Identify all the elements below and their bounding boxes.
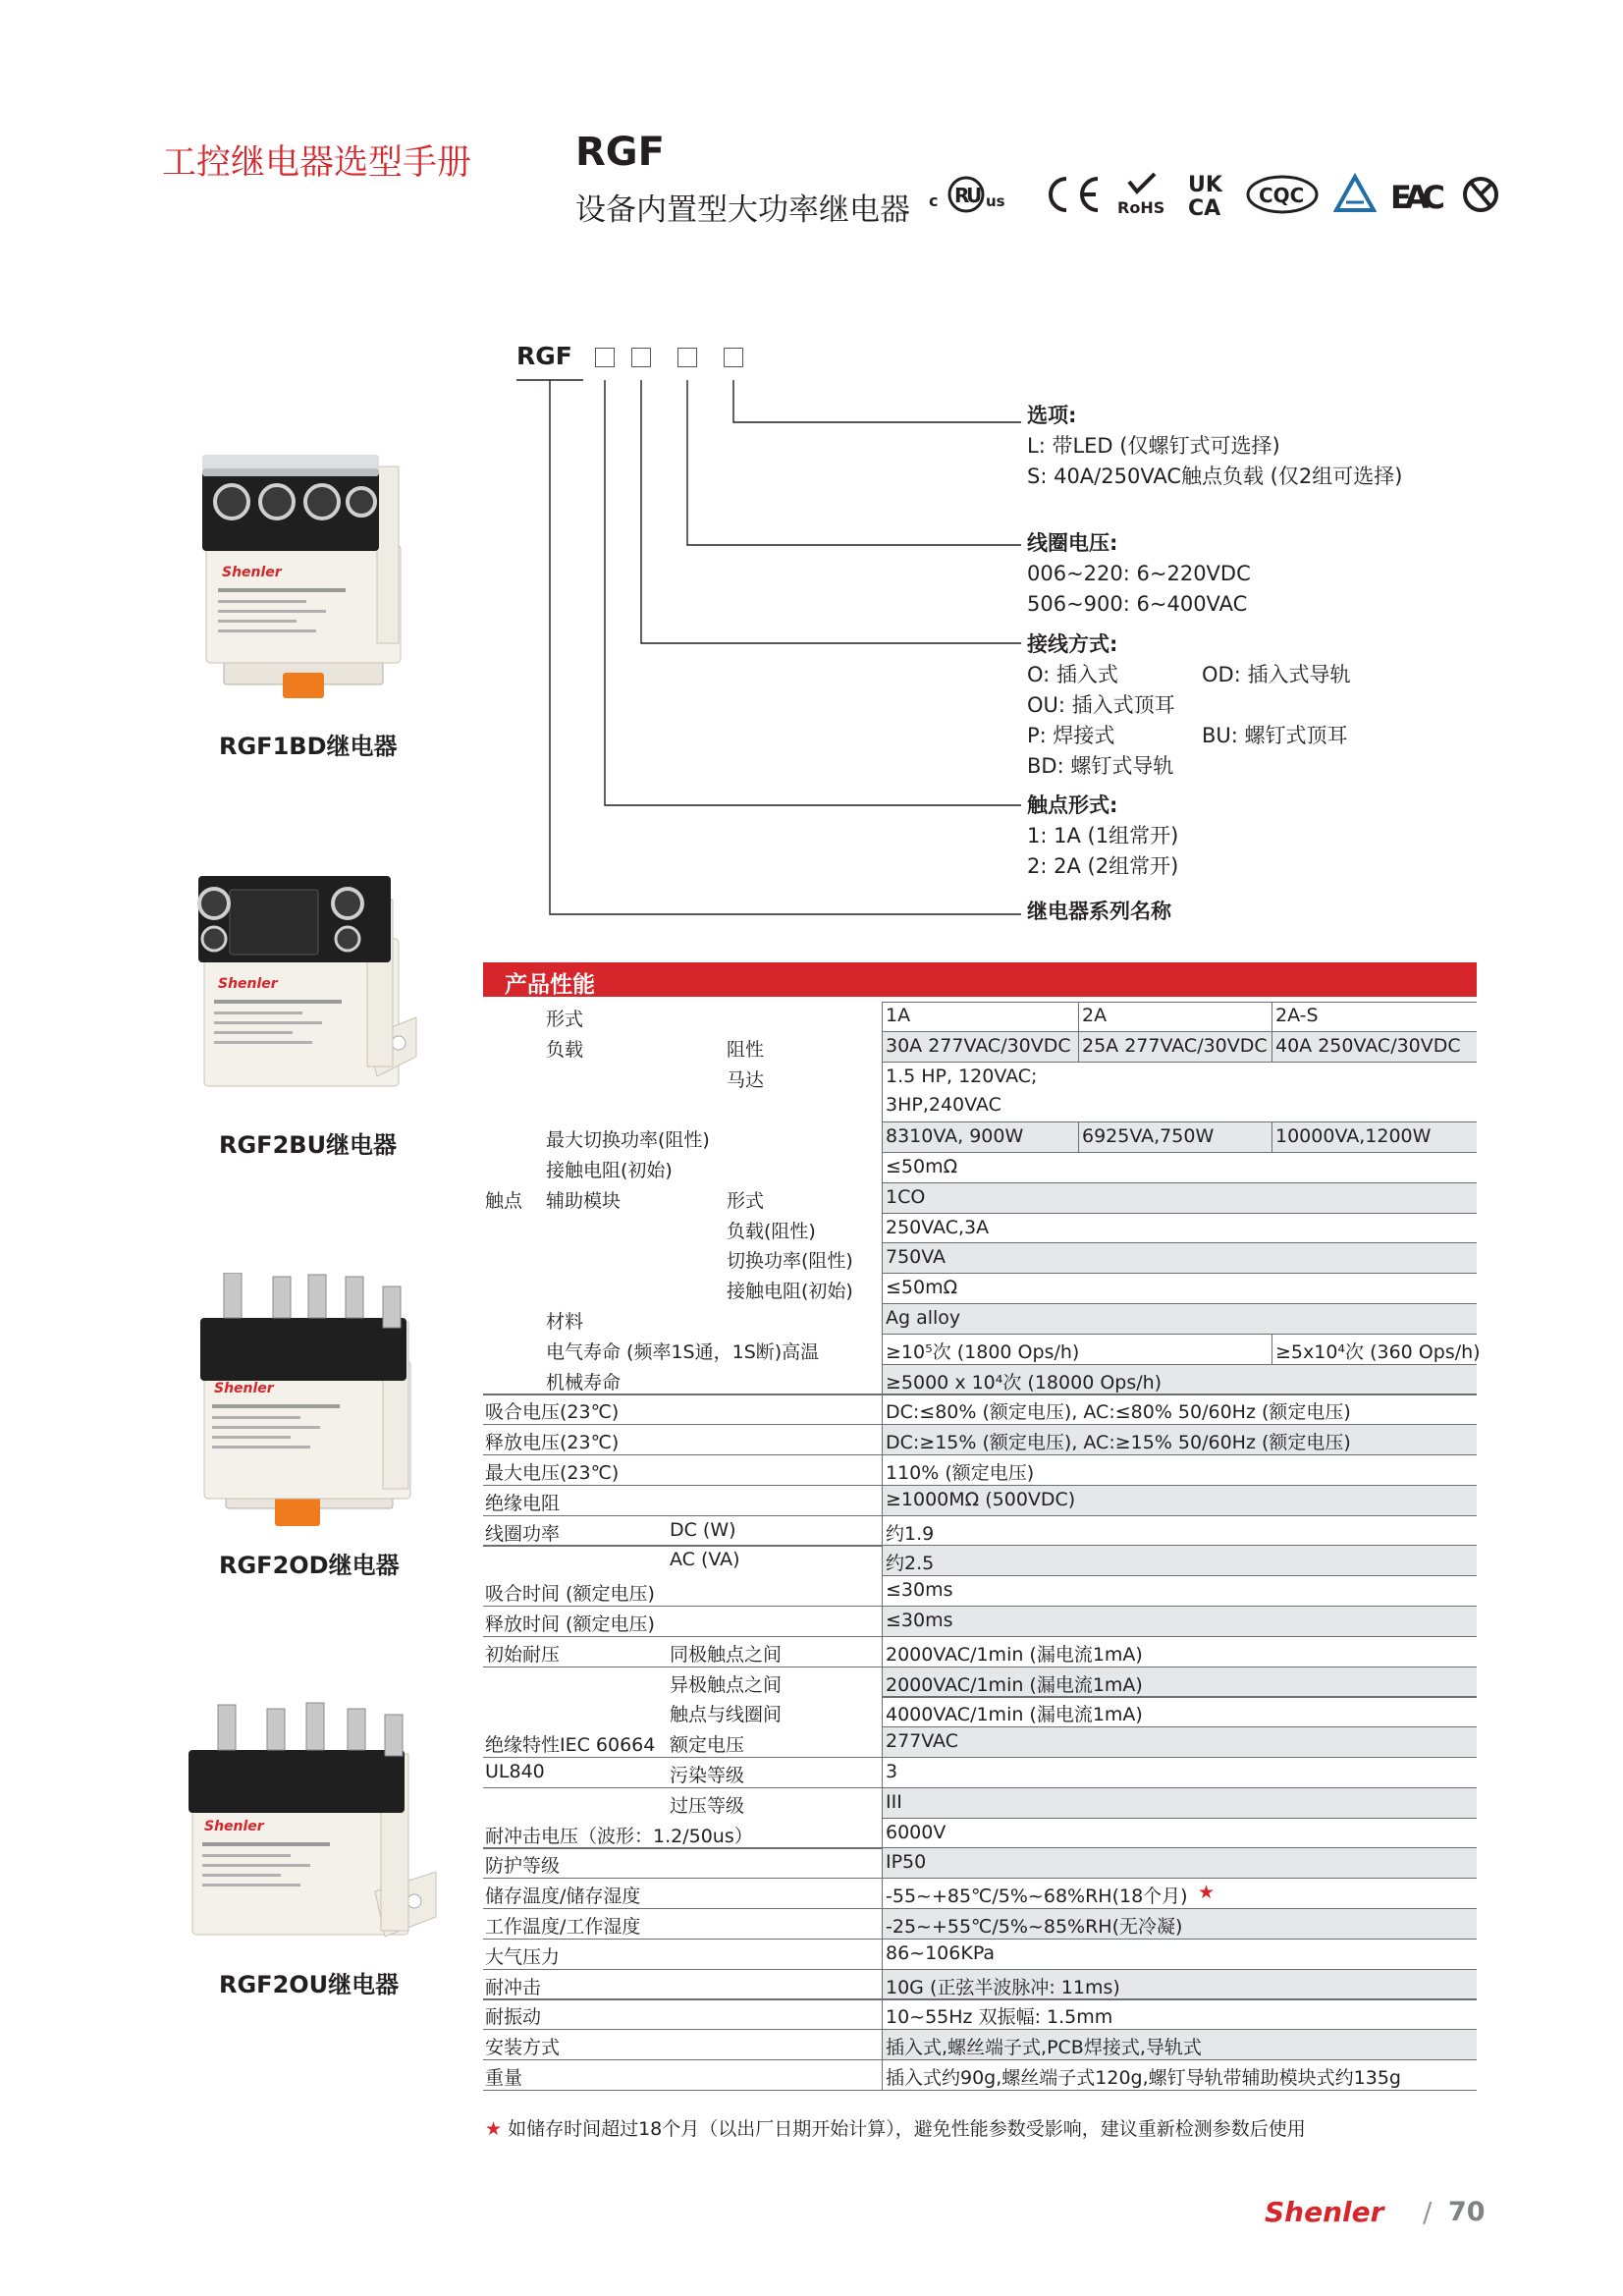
column-divider <box>882 1002 883 1032</box>
value-cell: ≤50mΩ <box>886 1156 958 1177</box>
column-divider <box>882 1304 883 1335</box>
product-caption: RGF2BU继电器 <box>219 1131 398 1159</box>
value-cell: ≥5x10⁴次 (360 Ops/h) <box>1275 1340 1481 1363</box>
row-label: 辅助模块 <box>546 1189 622 1212</box>
column-divider <box>882 1486 883 1516</box>
svg-text:R: R <box>954 184 970 207</box>
table-row <box>483 1546 1477 1576</box>
row-label: 大气压力 <box>485 1945 561 1968</box>
column-divider <box>882 1940 883 1970</box>
row-sublabel: 额定电压 <box>670 1734 745 1757</box>
footnote-text: 如储存时间超过18个月（以出厂日期开始计算），避免性能参数受影响，建议重新检测参数后使用 <box>508 2118 1306 2140</box>
row-label: 初始耐压 <box>485 1643 561 1666</box>
value-cell: 40A 250VAC/30VDC <box>1275 1034 1461 1057</box>
relay-brand-label: Shenler <box>222 565 282 580</box>
value-cell: 插入式约90g,螺丝端子式120g,螺钉导轨带辅助模块式约135g <box>886 2067 1401 2089</box>
footer-brand-logo: Shenler <box>1265 2196 1384 2228</box>
row-label: 材料 <box>546 1311 584 1333</box>
row-label: 绝缘电阻 <box>485 1492 561 1514</box>
column-divider <box>1078 1002 1079 1032</box>
value-cell: 3 <box>886 1761 898 1782</box>
value-cell: -55~+85℃/5%~68%RH(18个月) <box>886 1886 1188 1908</box>
value-cell: 110% (额定电压) <box>886 1462 1035 1484</box>
column-divider <box>882 1425 883 1455</box>
table-row <box>483 1819 1477 1849</box>
table-row <box>483 1940 1477 1970</box>
value-cell: 2000VAC/1min (漏电流1mA) <box>886 1673 1143 1696</box>
row-label: 吸合电压(23℃) <box>485 1401 620 1424</box>
column-divider <box>882 1909 883 1940</box>
tuv-icon <box>1333 173 1377 216</box>
code-box-option <box>724 348 743 367</box>
page-number: 70 <box>1448 2197 1486 2227</box>
svg-text:us: us <box>986 192 1005 210</box>
row-sublabel: 触点与线圈间 <box>670 1704 783 1726</box>
performance-header <box>483 962 1477 997</box>
coil-voltage-title: 线圈电压: <box>1027 531 1118 555</box>
table-row <box>483 1214 1477 1244</box>
column-divider <box>1271 1032 1272 1063</box>
svg-text:CQC: CQC <box>1259 184 1305 207</box>
code-box-contact <box>595 348 615 367</box>
star-icon: ★ <box>485 2118 503 2140</box>
row-shade <box>882 1183 1477 1214</box>
table-row <box>483 1274 1477 1304</box>
column-divider <box>882 1999 883 2030</box>
table-row <box>483 1879 1477 1909</box>
contact-form-title: 触点形式: <box>1027 793 1118 817</box>
table-row <box>483 1667 1477 1698</box>
performance-table <box>483 1002 1481 2091</box>
row-shade <box>882 1788 1477 1819</box>
value-cell: III <box>886 1790 902 1813</box>
cqc-icon <box>1245 173 1320 216</box>
table-row <box>483 1002 1477 1032</box>
star-icon: ★ <box>1198 1882 1216 1904</box>
table-row <box>483 1848 1477 1879</box>
table-row <box>483 1516 1477 1547</box>
product-caption: RGF2OU继电器 <box>219 1971 400 1998</box>
coil-voltage-block <box>1027 528 1251 620</box>
value-cell: 750VA <box>886 1246 947 1269</box>
row-label: 吸合时间 (额定电压) <box>485 1583 655 1606</box>
row-label: 防护等级 <box>485 1855 561 1878</box>
row-shade <box>882 1727 1477 1758</box>
row-shade <box>882 1848 1477 1879</box>
row-label: UL840 <box>485 1761 545 1782</box>
value-cell: ≥10⁵次 (1800 Ops/h) <box>886 1340 1080 1363</box>
table-row <box>483 1697 1477 1727</box>
table-top-rule <box>882 1002 1477 1003</box>
model-title: RGF <box>575 130 665 175</box>
svg-text:U: U <box>966 184 983 207</box>
value-cell: 10000VA,1200W <box>1275 1125 1432 1148</box>
series-name: 继电器系列名称 <box>1027 900 1171 923</box>
row-label: 最大电压(23℃) <box>485 1462 620 1484</box>
rohs-icon <box>1115 170 1172 219</box>
table-row <box>483 1032 1477 1063</box>
value-cell: 约1.9 <box>886 1522 935 1545</box>
connection-title: 接线方式: <box>1027 632 1118 656</box>
table-row <box>483 1153 1477 1183</box>
value-cell: 25A 277VAC/30VDC <box>1082 1034 1268 1057</box>
row-label: 耐振动 <box>485 2006 542 2029</box>
row-label: 线圈功率 <box>485 1522 561 1545</box>
options-block <box>1027 401 1402 492</box>
value-cell: ≥1000MΩ (500VDC) <box>886 1488 1076 1510</box>
value-cell: 3HP,240VAC <box>886 1094 1001 1117</box>
table-row <box>483 1758 1477 1788</box>
table-row <box>483 1999 1477 2030</box>
value-cell: 6000V <box>886 1821 947 1843</box>
table-row <box>483 1394 1477 1425</box>
row-label: 耐冲击电压（波形：1.2/50us） <box>485 1825 753 1847</box>
column-divider <box>882 2060 883 2091</box>
table-row <box>483 2030 1477 2060</box>
table-row <box>483 1365 1477 1395</box>
table-row <box>483 1486 1477 1516</box>
options-title: 选项: <box>1027 404 1077 427</box>
row-sublabel: 接触电阻(初始) <box>727 1281 853 1303</box>
storage-footnote <box>485 2114 1306 2141</box>
product-caption: RGF2OD继电器 <box>219 1552 400 1579</box>
row-sublabel: 同极触点之间 <box>670 1643 783 1666</box>
value-cell: 4000VAC/1min (漏电流1mA) <box>886 1704 1143 1726</box>
row-sublabel: 异极触点之间 <box>670 1673 783 1696</box>
culus-icon <box>929 173 1027 216</box>
relay-brand-label: Shenler <box>214 1381 274 1396</box>
relay-brand-label: Shenler <box>204 1819 264 1834</box>
value-cell: 约2.5 <box>886 1553 935 1575</box>
row-sublabel: 马达 <box>727 1068 765 1091</box>
relay-brand-label: Shenler <box>218 976 278 992</box>
row-shade <box>882 1546 1477 1576</box>
ukca-icon <box>1186 170 1231 219</box>
row-label: 负载 <box>546 1038 584 1061</box>
row-label: 安装方式 <box>485 2037 561 2059</box>
row-label: 接触电阻(初始) <box>546 1160 673 1181</box>
contact-group-label: 触点 <box>485 1190 523 1213</box>
certification-logos <box>929 167 1500 222</box>
row-sublabel: 形式 <box>727 1189 765 1212</box>
column-divider <box>882 1214 883 1244</box>
column-divider <box>882 1970 883 2000</box>
column-divider <box>882 1243 883 1274</box>
column-divider <box>882 1788 883 1819</box>
column-divider <box>882 1516 883 1547</box>
table-row <box>483 1607 1477 1637</box>
table-row <box>483 1425 1477 1455</box>
code-box-connection <box>631 348 651 367</box>
value-cell: 250VAC,3A <box>886 1216 990 1238</box>
row-sublabel: 阻性 <box>727 1038 765 1061</box>
column-divider <box>882 1335 883 1365</box>
row-label: 最大切换功率(阻性) <box>546 1129 710 1152</box>
value-cell: 2A-S <box>1275 1005 1319 1026</box>
table-row <box>483 2060 1477 2091</box>
relay-photo-rgf2ou <box>179 1695 444 1950</box>
column-divider <box>882 1455 883 1486</box>
value-cell: 30A 277VAC/30VDC <box>886 1034 1071 1057</box>
svg-text:UK: UK <box>1188 173 1222 197</box>
column-divider <box>882 1274 883 1304</box>
column-divider <box>1271 1002 1272 1032</box>
value-cell: 1CO <box>886 1185 926 1208</box>
table-row <box>483 1243 1477 1274</box>
row-label: 绝缘特性IEC 60664 <box>485 1734 656 1757</box>
connection-option: BU: 螺钉式顶耳 <box>1202 724 1348 747</box>
contact-form-block <box>1027 791 1178 882</box>
row-sublabel: 负载(阻性) <box>727 1220 816 1242</box>
table-row <box>483 1304 1477 1335</box>
row-label: 工作温度/工作湿度 <box>485 1916 641 1938</box>
column-divider <box>882 1153 883 1183</box>
row-label: 储存温度/储存湿度 <box>485 1886 641 1908</box>
column-divider <box>882 1063 883 1123</box>
row-label: 耐冲击 <box>485 1976 542 1998</box>
column-divider <box>882 1607 883 1637</box>
table-row <box>483 1970 1477 2000</box>
column-divider <box>882 1365 883 1395</box>
options-line: S: 40A/250VAC触点负载 (仅2组可选择) <box>1027 465 1403 488</box>
value-cell: DC:≤80% (额定电压), AC:≤80% 50/60Hz (额定电压) <box>886 1401 1351 1424</box>
column-divider <box>882 1394 883 1425</box>
table-row <box>483 1788 1477 1819</box>
column-divider <box>882 1727 883 1758</box>
kc-icon <box>1461 173 1500 216</box>
row-shade <box>882 1607 1477 1637</box>
column-divider <box>1078 1032 1079 1063</box>
column-divider <box>1078 1122 1079 1153</box>
value-cell: 2000VAC/1min (漏电流1mA) <box>886 1643 1143 1666</box>
column-divider <box>882 1637 883 1667</box>
row-shade <box>882 1243 1477 1274</box>
column-divider <box>882 1183 883 1214</box>
column-divider <box>882 1819 883 1849</box>
table-row <box>483 1576 1477 1607</box>
svg-text:c: c <box>929 191 939 210</box>
row-shade <box>882 1304 1477 1335</box>
column-divider <box>882 1546 883 1576</box>
value-cell: 277VAC <box>886 1730 958 1753</box>
footer-separator: / <box>1423 2196 1433 2228</box>
value-cell: ≥5000 x 10⁴次 (18000 Ops/h) <box>886 1371 1163 1394</box>
series-name-block <box>1027 897 1171 927</box>
code-prefix: RGF <box>516 342 572 370</box>
row-sublabel: DC (W) <box>670 1518 736 1541</box>
row-label: 释放电压(23℃) <box>485 1432 620 1454</box>
relay-photo-rgf2bu <box>190 860 422 1100</box>
row-sublabel: 切换功率(阻性) <box>727 1250 853 1273</box>
value-cell: 1A <box>886 1005 911 1026</box>
value-cell: 插入式,螺丝端子式,PCB焊接式,导轨式 <box>886 2037 1202 2059</box>
value-cell: 8310VA, 900W <box>886 1125 1024 1148</box>
column-divider <box>882 1879 883 1909</box>
table-row <box>483 1183 1477 1214</box>
value-cell: -25~+55℃/5%~85%RH(无冷凝) <box>886 1916 1183 1938</box>
coil-voltage-line: 506~900: 6~400VAC <box>1027 592 1248 616</box>
row-label: 机械寿命 <box>546 1371 622 1394</box>
column-divider <box>882 1758 883 1788</box>
column-divider <box>882 1122 883 1153</box>
table-row <box>483 1909 1477 1940</box>
row-sublabel: AC (VA) <box>670 1549 740 1571</box>
row-divider <box>483 2090 1477 2091</box>
catalog-title: 工控继电器选型手册 <box>162 143 472 183</box>
value-cell: 10G (正弦半波脉冲: 11ms) <box>886 1976 1120 1998</box>
value-cell: 2A <box>1082 1005 1108 1026</box>
value-cell: IP50 <box>886 1851 927 1874</box>
table-row <box>483 1122 1477 1153</box>
row-sublabel: 污染等级 <box>670 1765 745 1786</box>
table-row <box>483 1727 1477 1758</box>
column-divider <box>882 1032 883 1063</box>
connection-option: BD: 螺钉式导轨 <box>1027 754 1174 778</box>
relay-photo-rgf2od <box>190 1273 436 1538</box>
value-cell: 10~55Hz 双振幅: 1.5mm <box>886 2006 1113 2029</box>
value-cell: ≤30ms <box>886 1579 953 1602</box>
value-cell: ≤50mΩ <box>886 1277 958 1299</box>
value-cell: 1.5 HP, 120VAC; <box>886 1065 1038 1087</box>
column-divider <box>882 1697 883 1727</box>
product-caption: RGF1BD继电器 <box>219 733 398 760</box>
row-label: 形式 <box>546 1009 584 1030</box>
svg-text:CA: CA <box>1188 196 1221 219</box>
contact-form-line: 2: 2A (2组常开) <box>1027 854 1179 878</box>
code-box-voltage <box>677 348 697 367</box>
column-divider <box>882 1667 883 1698</box>
table-row <box>483 1637 1477 1667</box>
performance-title: 产品性能 <box>505 972 595 998</box>
relay-photo-rgf1bd <box>194 447 412 708</box>
svg-text:EAC: EAC <box>1390 179 1445 216</box>
value-cell: DC:≥15% (额定电压), AC:≥15% 50/60Hz (额定电压) <box>886 1432 1351 1454</box>
value-cell: ≤30ms <box>886 1610 953 1631</box>
ce-icon <box>1041 173 1102 216</box>
connection-block <box>1027 629 1351 782</box>
model-subtitle: 设备内置型大功率继电器 <box>575 192 910 228</box>
row-sublabel: 过压等级 <box>670 1794 745 1817</box>
column-divider <box>1271 1335 1272 1365</box>
table-row <box>483 1063 1477 1123</box>
column-divider <box>882 2030 883 2060</box>
row-label: 释放时间 (额定电压) <box>485 1613 655 1635</box>
options-line: L: 带LED (仅螺钉式可选择) <box>1027 434 1280 458</box>
connection-option: OD: 插入式导轨 <box>1202 663 1351 686</box>
column-divider <box>882 1848 883 1879</box>
connection-option: O: 插入式 <box>1027 663 1118 686</box>
eac-icon <box>1390 173 1447 216</box>
column-divider <box>882 1576 883 1607</box>
value-cell: Ag alloy <box>886 1307 961 1329</box>
connection-option: OU: 插入式顶耳 <box>1027 693 1175 717</box>
connection-option: P: 焊接式 <box>1027 724 1115 747</box>
column-divider <box>1271 1122 1272 1153</box>
row-label: 重量 <box>485 2067 523 2089</box>
coil-voltage-line: 006~220: 6~220VDC <box>1027 562 1251 585</box>
row-label: 电气寿命 (频率1S通，1S断)高温 <box>546 1340 820 1363</box>
value-cell: 6925VA,750W <box>1082 1125 1215 1148</box>
table-row <box>483 1335 1481 1365</box>
contact-form-line: 1: 1A (1组常开) <box>1027 824 1179 847</box>
table-row <box>483 1455 1477 1486</box>
value-cell: 86~106KPa <box>886 1941 996 1964</box>
svg-text:RoHS: RoHS <box>1117 198 1165 217</box>
